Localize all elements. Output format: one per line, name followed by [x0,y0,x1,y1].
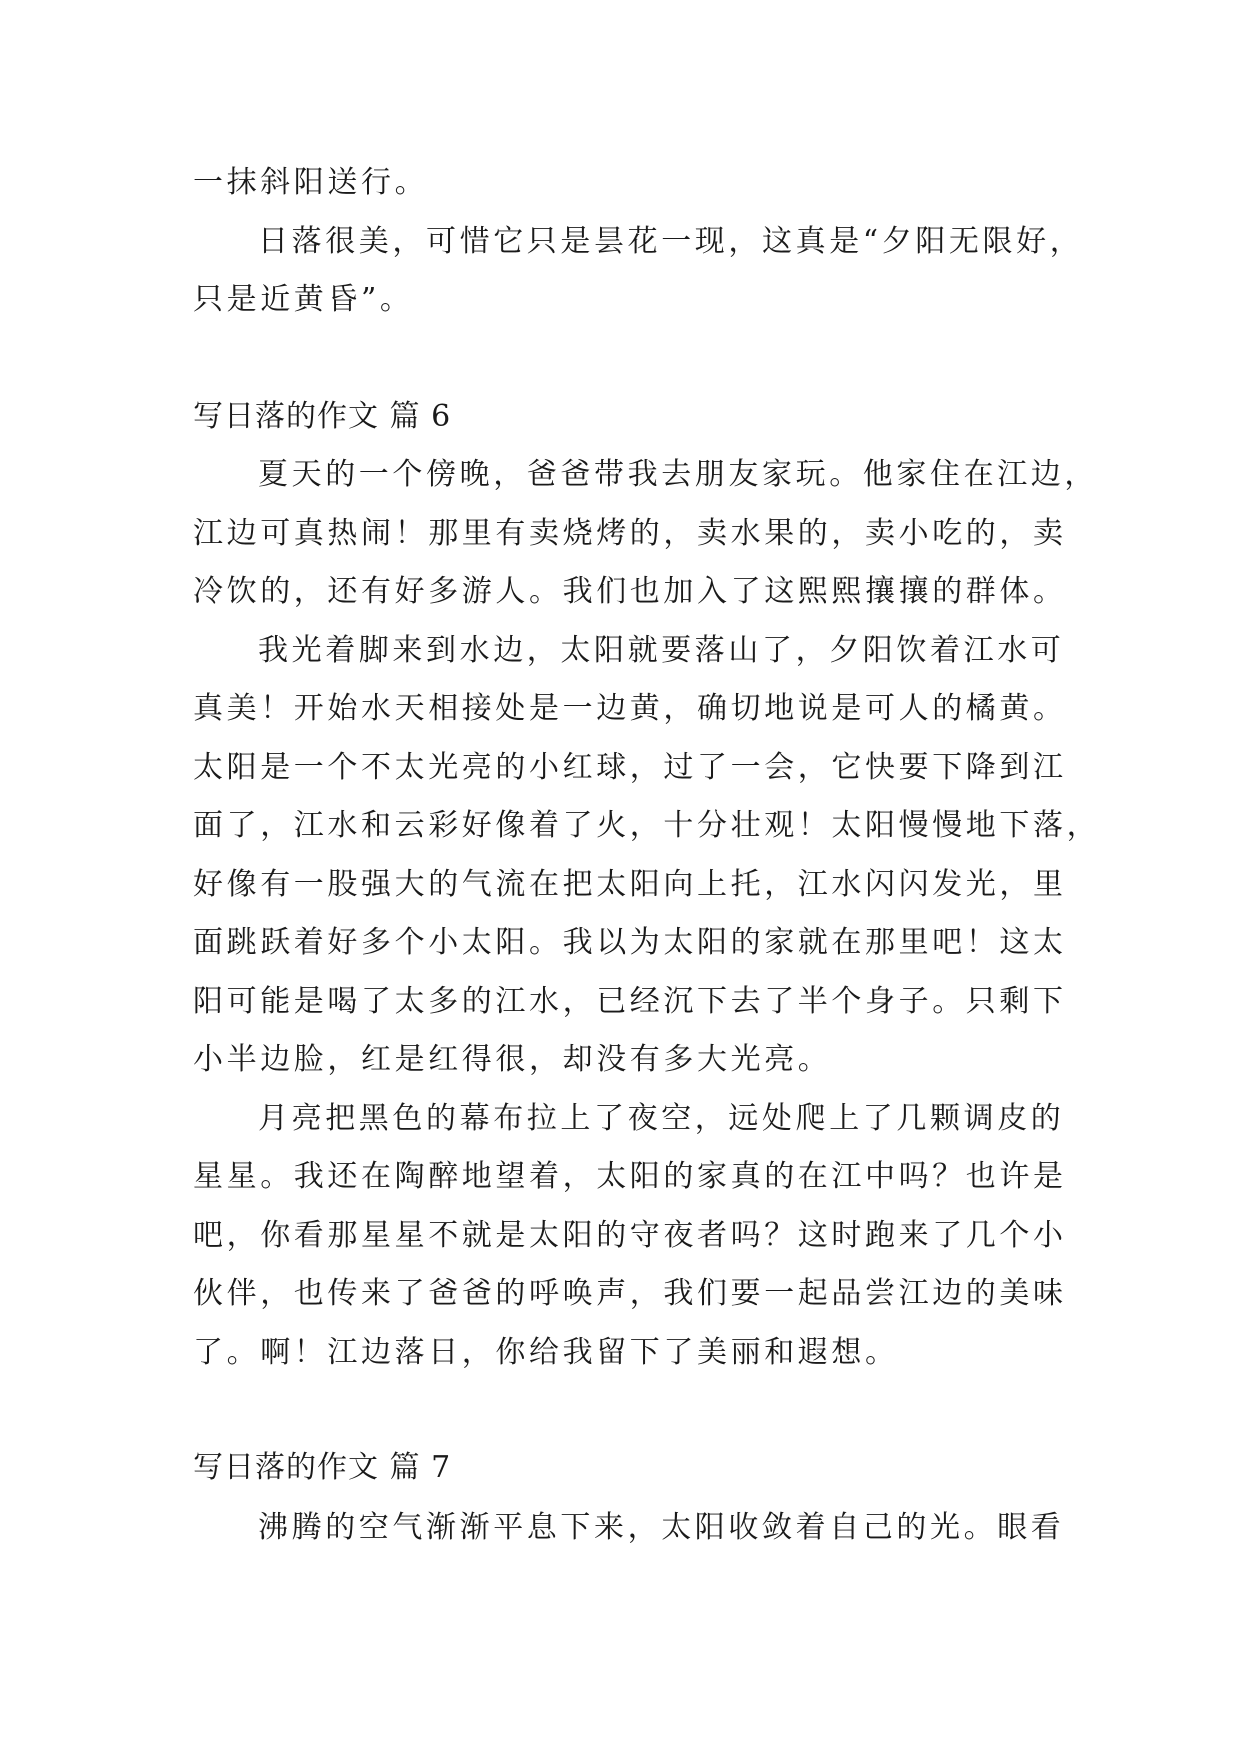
section-heading: 写日落的作文 篇 7 [193,1450,452,1485]
text-line: 了。啊！江边落日，你给我留下了美丽和遐想。 [193,1335,899,1370]
paragraph-first-line: 月亮把黑色的幕布拉上了夜空，远处爬上了几颗调皮的 [258,1101,1065,1136]
paragraph-first-line: 我光着脚来到水边，太阳就要落山了，夕阳饮着江水可 [258,633,1065,668]
section-heading: 写日落的作文 篇 6 [193,399,452,434]
text-line: 阳可能是喝了太多的江水，已经沉下去了半个身子。只剩下 [193,984,1067,1019]
text-line: 一抹斜阳送行。 [193,165,429,200]
text-line: 江边可真热闹！那里有卖烧烤的，卖水果的，卖小吃的，卖 [193,516,1067,551]
text-line: 面跳跃着好多个小太阳。我以为太阳的家就在那里吧！这太 [193,925,1067,960]
text-line: 太阳是一个不太光亮的小红球，过了一会，它快要下降到江 [193,750,1067,785]
text-line: 小半边脸，红是红得很，却没有多大光亮。 [193,1042,832,1077]
text-line: 冷饮的，还有好多游人。我们也加入了这熙熙攘攘的群体。 [193,574,1067,609]
text-line: 伙伴，也传来了爸爸的呼唤声，我们要一起品尝江边的美味 [193,1276,1067,1311]
text-line: 吧，你看那星星不就是太阳的守夜者吗？这时跑来了几个小 [193,1218,1067,1253]
text-line: 只是近黄昏”。 [193,282,414,317]
text-line: 面了，江水和云彩好像着了火，十分壮观！太阳慢慢地下落， [193,808,1101,843]
text-line: 星星。我还在陶醉地望着，太阳的家真的在江中吗？也许是 [193,1159,1067,1194]
paragraph-first-line: 沸腾的空气渐渐平息下来，太阳收敛着自己的光。眼看 [258,1510,1065,1545]
paragraph-first-line: 夏天的一个傍晚，爸爸带我去朋友家玩。他家住在江边， [258,457,1098,492]
paragraph-first-line: 日落很美，可惜它只是昙花一现，这真是“夕阳无限好， [258,224,1084,259]
text-line: 好像有一股强大的气流在把太阳向上托，江水闪闪发光，里 [193,867,1067,902]
text-line: 真美！开始水天相接处是一边黄，确切地说是可人的橘黄。 [193,691,1067,726]
